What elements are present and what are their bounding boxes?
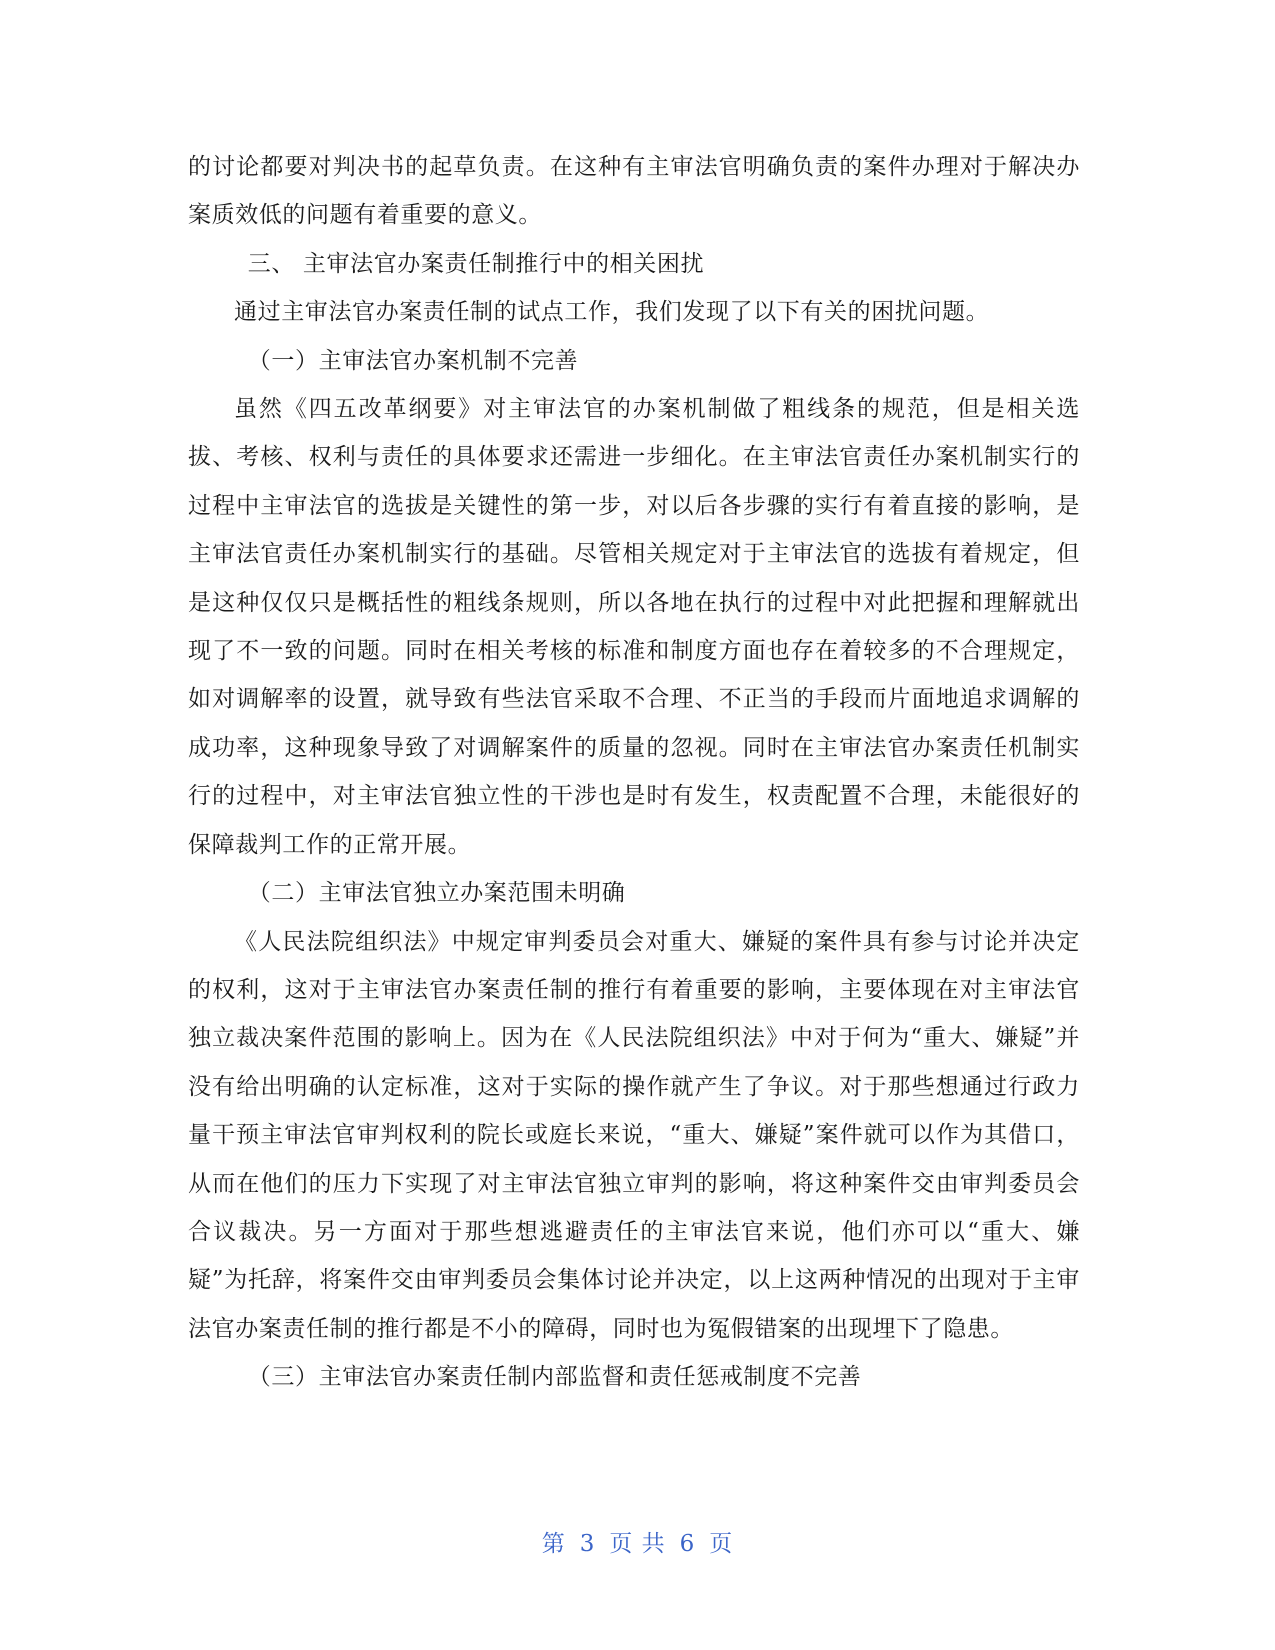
footer-prefix: 第 (541, 1531, 566, 1557)
footer-suffix: 页 (709, 1531, 734, 1557)
paragraph-mechanism: 虽然《四五改革纲要》对主审法官的办案机制做了粗线条的规范，但是相关选拔、考核、权利与责任的具体要求还需进一步细化。在主审法官责任办案机制实行的过程中主审法官的选拔是关键性的第一步，对以后各步骤的实行有着直接的影响，是主审法官责任办案机制实行的基础。尽管相关规定对于主审法官的选拔有着规定，但是这种仅仅只是概括性的粗线条规则，所以各地在执行的过程中对此把握和理解就出现了不一致的问题。同时在相关考核的标准和制度方面也存在着较多的不合理规定，如对调解率的设置，就导致有些法官采取不合理、不正当的手段而片面地追求调解的成功率，这种现象导致了对调解案件的质量的忽视。同时在主审法官办案责任机制实行的过程中，对主审法官独立性的干涉也是时有发生，权责配置不合理，未能很好的保障裁判工作的正常开展。 (188, 396, 1080, 858)
paragraph-intro: 通过主审法官办案责任制的试点工作，我们发现了以下有关的困扰问题。 (234, 299, 990, 326)
subsection-heading-1: （一）主审法官办案机制不完善 (247, 347, 579, 374)
subsection-heading-3: （三）主审法官办案责任制内部监督和责任惩戒制度不完善 (247, 1364, 862, 1391)
subsection-heading-2: （二）主审法官独立办案范围未明确 (247, 880, 626, 907)
paragraph-continuation: 的讨论都要对判决书的起草负责。在这种有主审法官明确负责的案件办理对于解决办案质效低的问题有着重要的意义。 (188, 154, 1080, 229)
page-footer (0, 1525, 1275, 1558)
current-page-number: 3 (579, 1531, 596, 1557)
total-pages-number: 6 (679, 1531, 696, 1557)
document-body (188, 143, 1080, 1402)
section-heading-3: 三、 主审法官办案责任制推行中的相关困扰 (247, 250, 705, 277)
footer-middle: 页 共 (609, 1531, 666, 1557)
paragraph-scope: 《人民法院组织法》中规定审判委员会对重大、嫌疑的案件具有参与讨论并决定的权利，这对于主审法官办案责任制的推行有着重要的影响，主要体现在对主审法官独立裁决案件范围的影响上。因为在《人民法院组织法》中对于何为“重大、嫌疑”并没有给出明确的认定标准，这对于实际的操作就产生了争议。对于那些想通过行政力量干预主审法官审判权利的院长或庭长来说，“重大、嫌疑”案件就可以作为其借口，从而在他们的压力下实现了对主审法官独立审判的影响，将这种案件交由审判委员会合议裁决。另一方面对于那些想逃避责任的主审法官来说，他们亦可以“重大、嫌疑”为托辞，将案件交由审判委员会集体讨论并决定，以上这两种情况的出现对于主审法官办案责任制的推行都是不小的障碍，同时也为冤假错案的出现埋下了隐患。 (188, 928, 1080, 1342)
